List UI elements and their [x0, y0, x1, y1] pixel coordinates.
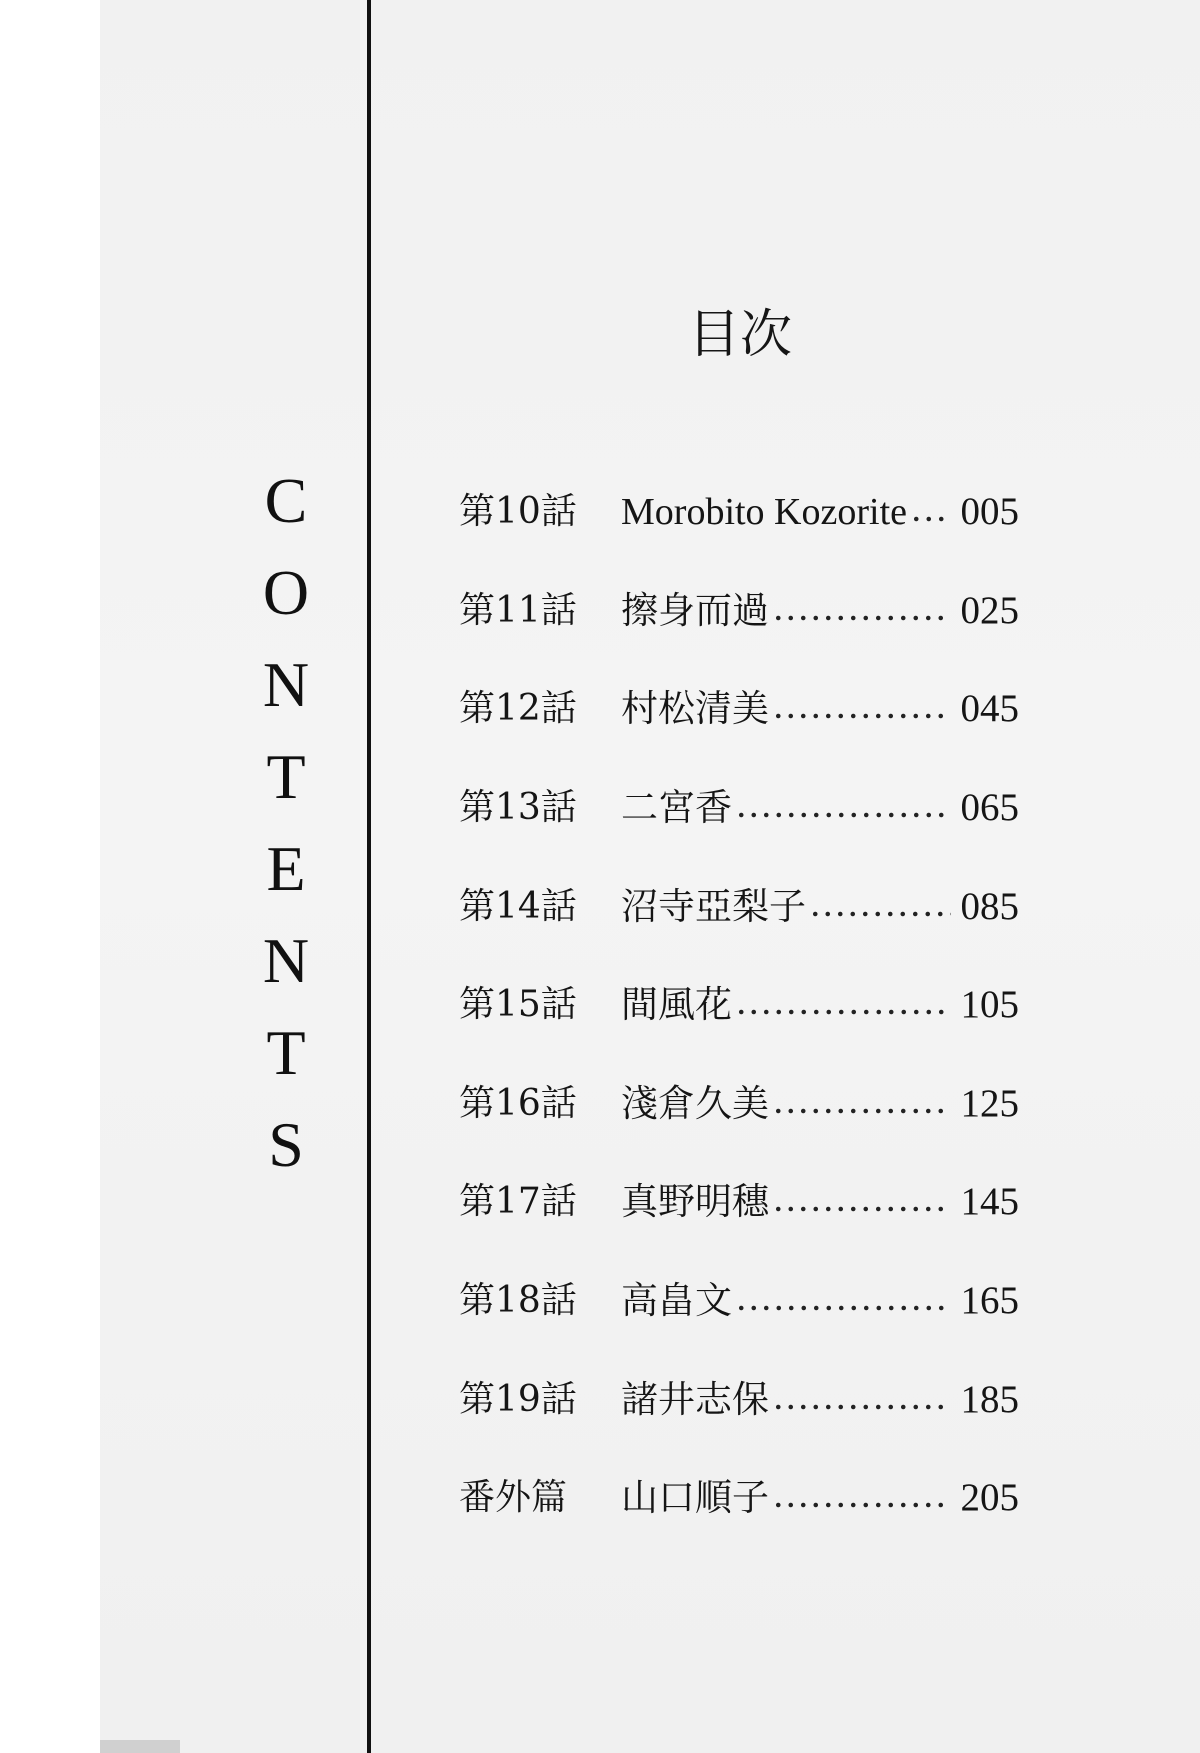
contents-letter: T	[266, 741, 306, 812]
chapter-title: 擦身而過	[621, 588, 769, 632]
scan-edge-mark	[100, 1740, 180, 1753]
chapter-label: 番外篇	[459, 1477, 568, 1519]
contents-letter: S	[268, 1109, 304, 1180]
chapter-title: 高畠文	[621, 1279, 732, 1323]
contents-letter: C	[264, 465, 308, 536]
page-number: 085	[960, 884, 1019, 928]
contents-letter: N	[262, 649, 310, 720]
page-number: 025	[960, 588, 1019, 632]
page-number: 125	[960, 1081, 1019, 1125]
chapter-label: 第17話	[459, 1181, 577, 1223]
chapter-title: 真野明穗	[621, 1180, 769, 1224]
chapter-title: 沼寺亞梨子	[621, 884, 806, 928]
chapter-label: 第14話	[459, 885, 577, 927]
page-number: 205	[960, 1476, 1019, 1520]
chapter-title: 二宮香	[621, 786, 732, 830]
chapter-label: 第11話	[459, 589, 577, 631]
contents-letter: O	[262, 557, 310, 628]
contents-vertical-heading	[236, 455, 336, 1191]
toc-entry[interactable]	[459, 660, 1019, 759]
page-number: 145	[960, 1180, 1019, 1224]
toc-entry[interactable]	[459, 1153, 1019, 1252]
page-number: 005	[960, 490, 1019, 534]
chapter-title: 山口順子	[621, 1476, 769, 1520]
leader-dots	[735, 984, 951, 1026]
leader-dots	[809, 886, 951, 928]
toc-entry[interactable]	[459, 1252, 1019, 1351]
toc-entry[interactable]	[459, 463, 1019, 562]
toc-entry[interactable]	[459, 759, 1019, 858]
toc-entry[interactable]	[459, 1350, 1019, 1449]
chapter-title: 諸井志保	[621, 1377, 769, 1421]
contents-letter: T	[266, 1017, 306, 1088]
chapter-title: 淺倉久美	[621, 1081, 769, 1125]
leader-dots	[772, 590, 951, 632]
table-of-contents	[459, 463, 1019, 1548]
leader-dots	[772, 1379, 951, 1421]
page-number: 185	[960, 1377, 1019, 1421]
contents-letter: N	[262, 925, 310, 996]
chapter-label: 第10話	[459, 491, 577, 533]
leader-dots	[772, 1083, 951, 1125]
vertical-divider	[367, 0, 371, 1753]
chapter-label: 第12話	[459, 688, 577, 730]
leader-dots	[772, 1181, 951, 1223]
contents-letter: E	[266, 833, 306, 904]
chapter-label: 第15話	[459, 984, 577, 1026]
page-number: 065	[960, 786, 1019, 830]
toc-entry[interactable]	[459, 956, 1019, 1055]
chapter-title: 間風花	[621, 983, 732, 1027]
toc-entry[interactable]	[459, 562, 1019, 661]
leader-dots	[735, 787, 951, 829]
leader-dots	[910, 491, 951, 533]
chapter-label: 第16話	[459, 1082, 577, 1124]
page-title: 目次	[687, 305, 792, 365]
chapter-title: Morobito Kozorite	[621, 491, 908, 534]
page-number: 045	[960, 687, 1019, 731]
chapter-label: 第13話	[459, 787, 577, 829]
leader-dots	[735, 1280, 951, 1322]
toc-entry[interactable]	[459, 1449, 1019, 1548]
toc-entry[interactable]	[459, 857, 1019, 956]
blank-margin	[0, 0, 100, 1753]
leader-dots	[772, 688, 951, 730]
page-number: 105	[960, 983, 1019, 1027]
chapter-label: 第18話	[459, 1280, 577, 1322]
chapter-label: 第19話	[459, 1378, 577, 1420]
toc-entry[interactable]	[459, 1055, 1019, 1154]
leader-dots	[772, 1477, 951, 1519]
page-number: 165	[960, 1279, 1019, 1323]
chapter-title: 村松清美	[621, 687, 769, 731]
